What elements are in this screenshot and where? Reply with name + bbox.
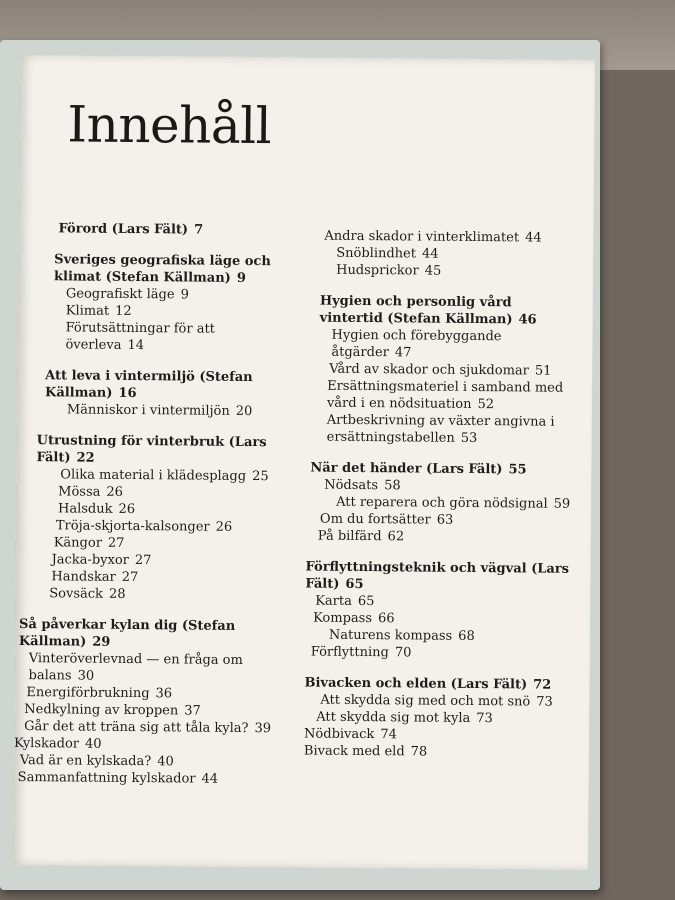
toc-entry-title: Vinteröverlevnad — en fråga om balans: [28, 651, 243, 684]
toc-entry-title: Sovsäck: [49, 586, 104, 602]
toc-entry: [307, 327, 577, 363]
toc-entry-title: Nödsats: [324, 477, 379, 494]
toc-page-number: 70: [394, 645, 412, 661]
toc-page-number: 62: [387, 529, 405, 545]
toc-entry-title: Geografiskt läge: [65, 286, 175, 303]
toc-page-number: 74: [380, 727, 397, 743]
toc-entry-title: Förflyttningsteknik och vägval (Lars Fält): [305, 559, 570, 592]
toc-page-number: 40: [84, 736, 102, 752]
toc-page-number: 26: [215, 519, 233, 535]
toc-page-number: 16: [118, 385, 137, 402]
toc-page-number: 58: [384, 478, 401, 494]
toc-entry-title: Naturens kompass: [328, 627, 453, 644]
toc-entry-title: Energiförbrukning: [26, 685, 150, 702]
toc-section-heading: [18, 220, 288, 239]
toc-page-number: 28: [108, 586, 126, 602]
toc-entry: [305, 644, 575, 663]
toc-page-number: 39: [254, 721, 272, 737]
toc-entry-title: Olika material i klädesplagg: [60, 467, 247, 484]
toc-entry: [307, 412, 577, 448]
toc-page-number: 65: [357, 593, 375, 610]
toc-right-column: [304, 228, 579, 762]
toc-section-heading: [16, 432, 286, 468]
toc-entry-title: Bivacken och elden (Lars Fält): [304, 675, 528, 693]
toc-page-number: 9: [236, 270, 246, 286]
toc-entry: [308, 262, 578, 281]
toc-page-number: 45: [424, 263, 442, 279]
toc-entry-title: Sveriges geografiska läge och klimat (Stefan Källman): [54, 252, 271, 286]
toc-section-heading: [17, 367, 287, 403]
toc-section-heading: [18, 251, 288, 287]
toc-entry-title: Karta: [315, 593, 352, 609]
toc-entry-title: Att leva i vintermiljö (Stefan Källman): [44, 368, 253, 401]
toc-entry-title: Kylskador: [13, 735, 80, 752]
toc-entry-title: Går det att träna sig att tåla kyla?: [24, 719, 249, 737]
toc-entry-title: Hudsprickor: [336, 262, 419, 279]
toc-entry-title: Människor i vintermiljön: [66, 402, 230, 419]
toc-page-number: 27: [121, 569, 139, 586]
toc-entry: [15, 650, 285, 686]
toc-page-number: 55: [508, 462, 527, 478]
toc-page-number: 44: [525, 230, 542, 246]
toc-page-number: 26: [118, 501, 136, 518]
toc-entry: [307, 378, 577, 414]
toc-entry-title: Om du fortsätter: [319, 511, 431, 528]
toc-entry-title: Vad är en kylskada?: [19, 753, 152, 770]
toc-entry-title: Hygien och personlig vård vintertid (Stefan Källman): [319, 293, 513, 328]
toc-entry-title: Sammanfattning kylskador: [17, 770, 196, 787]
toc-entry-title: Förutsättningar för att överleva: [65, 320, 216, 353]
toc-page-number: 63: [436, 512, 454, 528]
toc-page-number: 30: [77, 668, 95, 684]
toc-page-number: 73: [476, 711, 493, 727]
toc-page-number: 27: [134, 553, 152, 569]
toc-page-number: 51: [534, 363, 552, 379]
toc-entry-title: Snöblindhet: [336, 245, 417, 262]
toc-page-number: 78: [410, 744, 428, 760]
toc-entry-title: Förord (Lars Fält): [58, 221, 189, 238]
toc-page-number: 27: [107, 535, 125, 551]
toc-page-number: 46: [518, 312, 537, 328]
toc-entry-title: Andra skador i vinterklimatet: [324, 228, 520, 246]
toc-page-number: 22: [76, 450, 95, 466]
toc-section-heading: [305, 559, 575, 595]
toc-page-number: 59: [553, 496, 571, 512]
toc-section-heading: [15, 616, 285, 652]
toc-entry-title: Kängor: [53, 535, 103, 551]
toc-entry-title: Halsduk: [57, 501, 113, 517]
toc-entry-title: När det händer (Lars Fält): [310, 460, 503, 478]
toc-page-number: 26: [106, 484, 124, 500]
toc-entry-title: Bivack med eld: [303, 743, 405, 760]
toc-entry-title: Jacka-byxor: [51, 552, 129, 568]
toc-entry: [14, 769, 284, 788]
toc-page-number: 40: [157, 754, 174, 770]
toc-entry-title: Hygien och förebyggande åtgärder: [331, 327, 502, 361]
toc-page-number: 44: [201, 771, 219, 787]
page-title: Innehåll: [67, 95, 272, 156]
toc-entry-title: Att skydda sig mot kyla: [316, 709, 471, 726]
toc-entry-title: Nedkylning av kroppen: [24, 702, 179, 719]
toc-entry: [306, 528, 576, 547]
toc-page-number: 73: [536, 694, 553, 710]
toc-section-heading: [308, 293, 578, 329]
toc-page-number: 52: [477, 397, 495, 413]
toc-page-number: 44: [421, 246, 439, 262]
toc-page-number: 20: [235, 403, 253, 420]
toc-page-number: 47: [394, 345, 412, 361]
toc-left-column: [14, 220, 289, 788]
toc-page-number: 53: [460, 430, 478, 447]
book-page: [13, 55, 595, 870]
toc-entry-title: Artbeskrivning av växter angivna i ersättningstabellen: [326, 412, 555, 446]
toc-page-number: 7: [194, 222, 204, 238]
toc-entry-title: Klimat: [65, 303, 110, 319]
toc-entry-title: Mössa: [58, 484, 101, 500]
toc-entry: [17, 319, 287, 355]
toc-page-number: 9: [180, 287, 189, 303]
toc-page-number: 72: [533, 677, 552, 693]
toc-page-number: 25: [252, 469, 269, 485]
toc-entry: [17, 401, 287, 420]
toc-entry: [304, 743, 574, 762]
toc-entry-title: Handskar: [51, 569, 116, 585]
toc-page-number: 68: [458, 628, 475, 644]
toc-entry-title: Förflyttning: [310, 644, 389, 661]
toc-page-number: 65: [345, 576, 364, 593]
toc-page-number: 14: [127, 337, 145, 354]
toc-entry-title: På bilfärd: [317, 528, 382, 545]
toc-page-number: 36: [155, 686, 173, 702]
toc-entry-title: Vård av skador och sjukdomar: [329, 361, 529, 379]
toc-entry-title: Att reparera och göra nödsignal: [336, 494, 548, 512]
toc-page-number: 12: [115, 303, 132, 319]
toc-entry-title: Ersättningsmateriel i samband med vård i en nödsituation: [326, 378, 564, 412]
toc-entry-title: Utrustning för vinterbruk (Lars Fält): [36, 433, 267, 466]
toc-entry-title: Så påverkar kylan dig (Stefan Källman): [18, 617, 236, 650]
toc-entry-title: Tröja-skjorta-kalsonger: [55, 518, 210, 535]
toc-page-number: 29: [92, 634, 111, 650]
toc-entry: [15, 585, 285, 604]
toc-page-number: 37: [184, 703, 201, 719]
toc-entry-title: Nödbivack: [304, 726, 375, 743]
toc-page-number: 66: [377, 611, 395, 627]
toc-entry-title: Kompass: [313, 610, 373, 627]
toc-entry-title: Att skydda sig med och mot snö: [320, 692, 531, 710]
